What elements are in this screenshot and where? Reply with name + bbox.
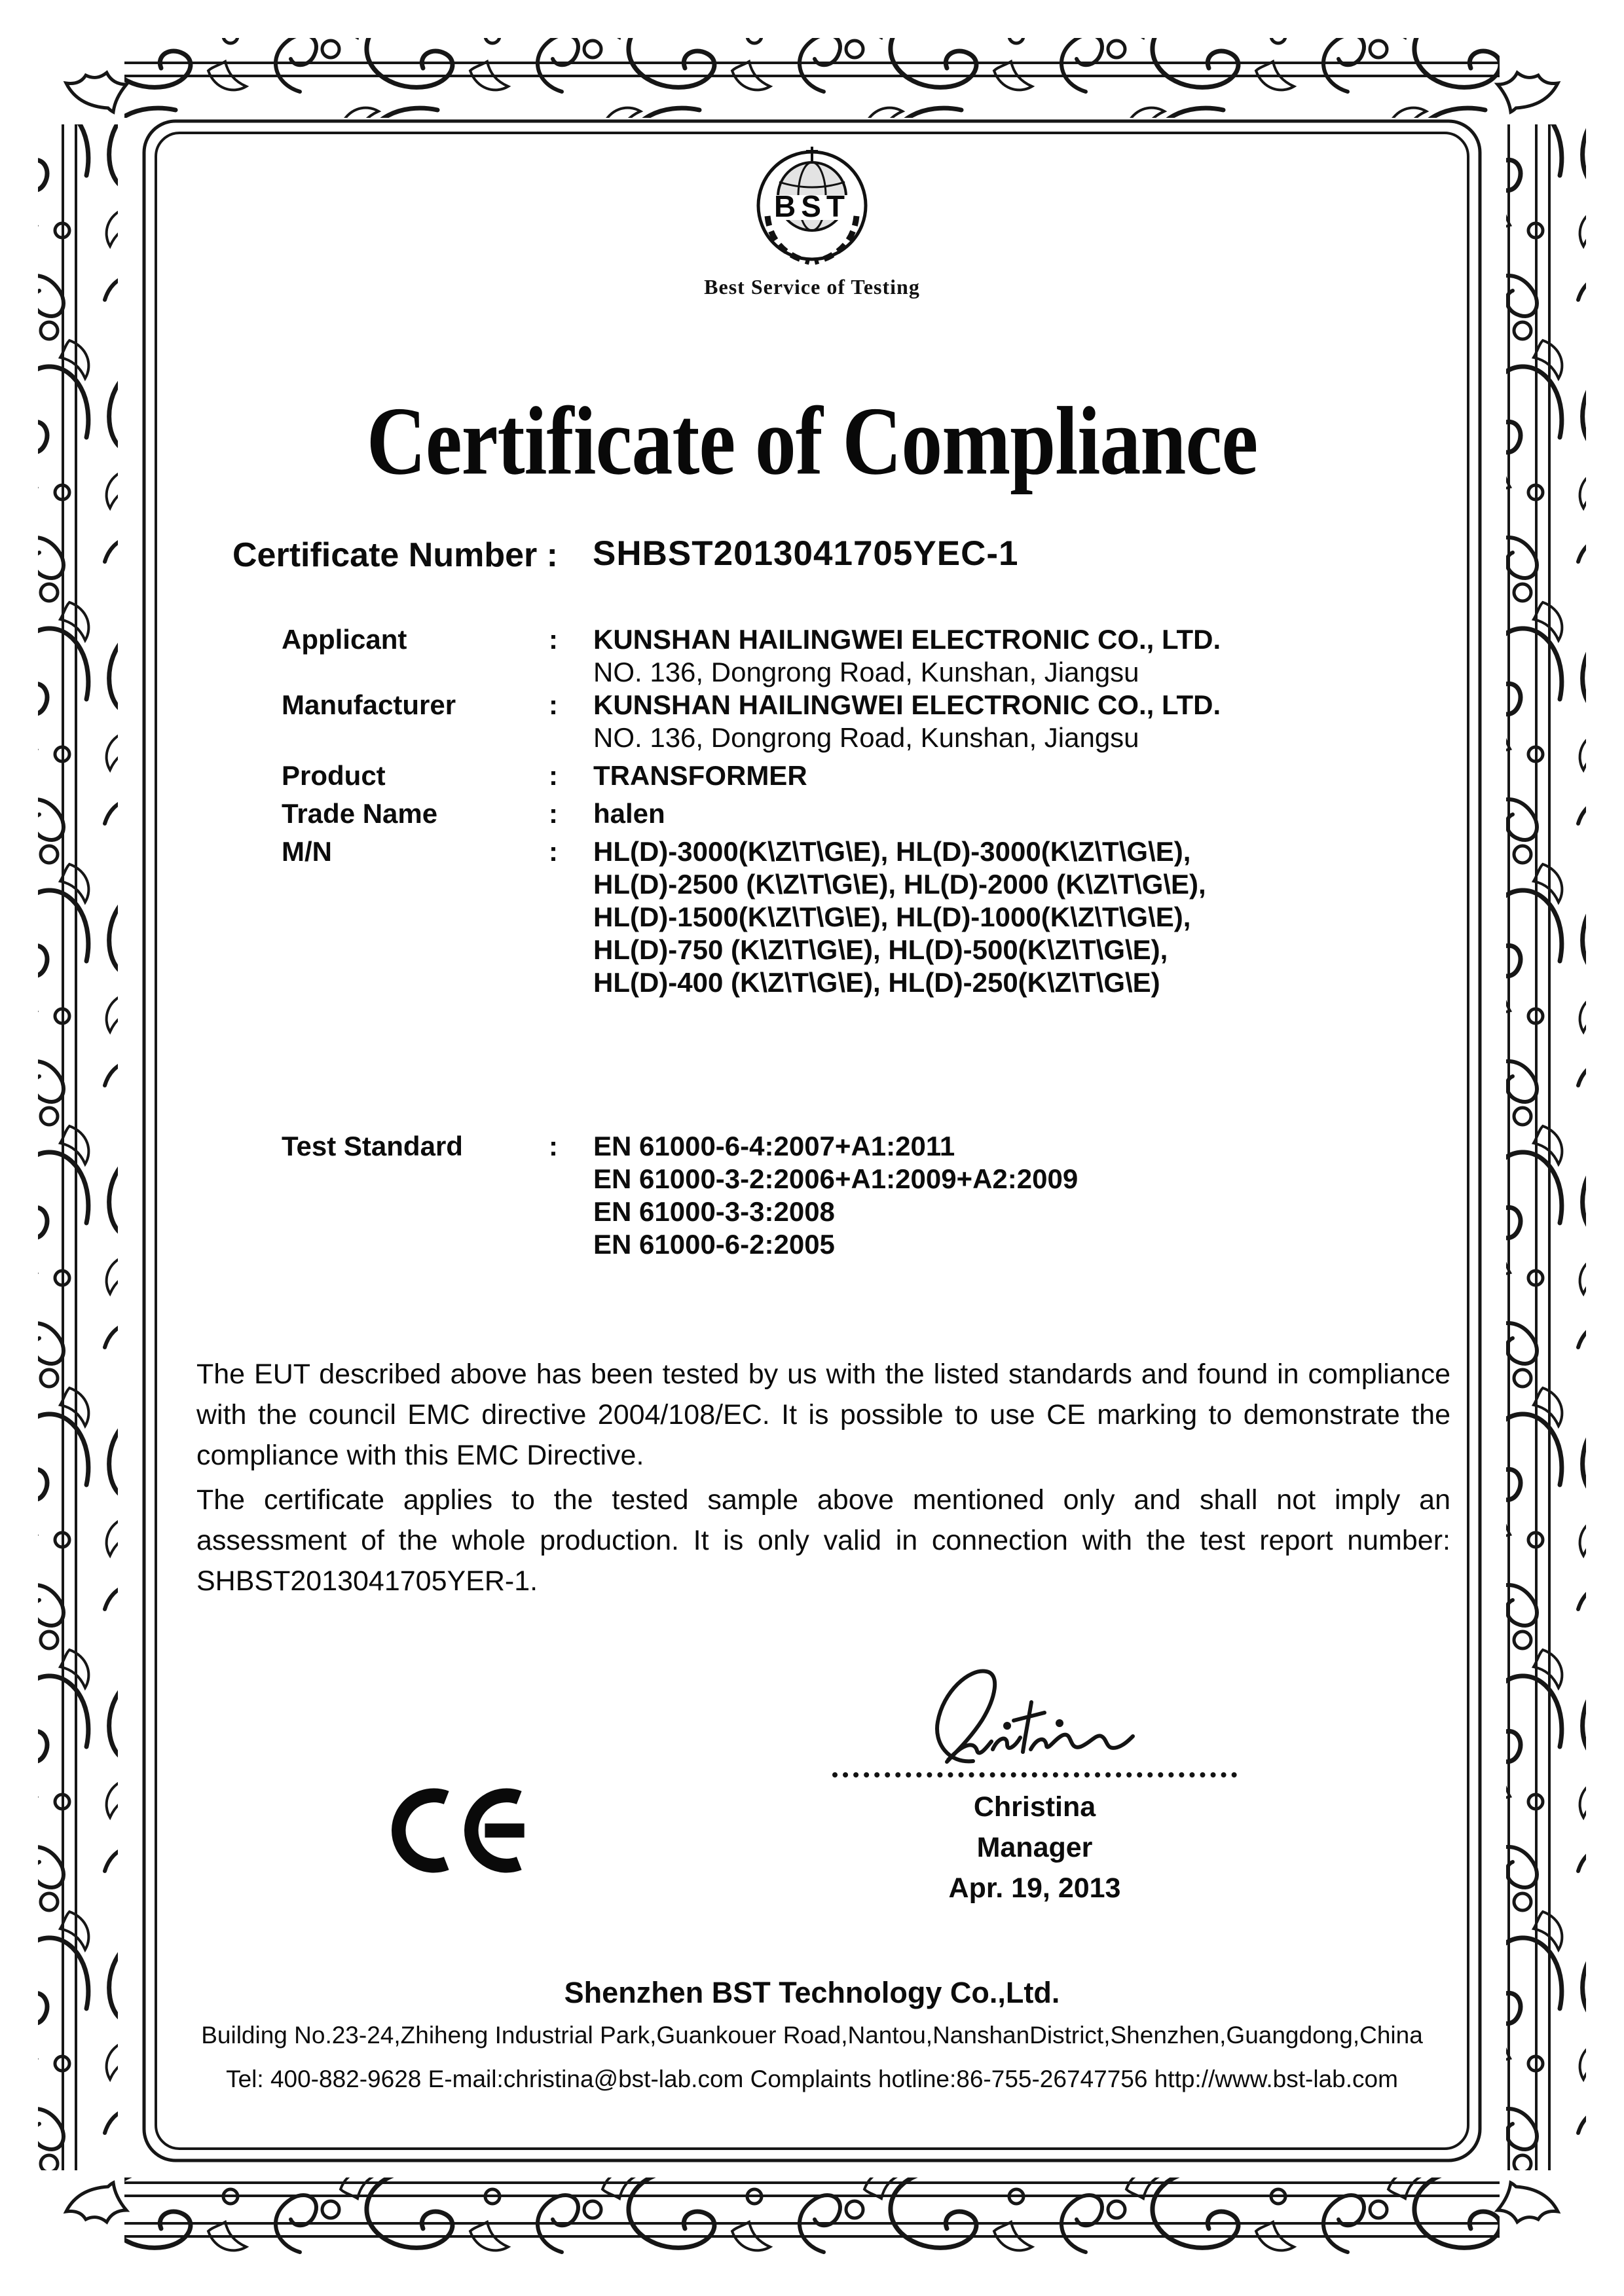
applicant-address: NO. 136, Dongrong Road, Kunshan, Jiangsu	[593, 657, 1139, 687]
body-paragraph-2: The certificate applies to the tested sample above mentioned only and shall not imply an assessment of the whole production. It is only valid in connection with the test report number: SHBST2013041705YER-1.	[196, 1484, 1450, 1597]
model-number-label: M/N	[282, 836, 332, 867]
footer-address: Building No.23-24,Zhiheng Industrial Park,Guankouer Road,Nantou,NanshanDistrict,Shenzhen,Guangdong,China	[201, 2022, 1423, 2049]
signature-date: Apr. 19, 2013	[948, 1872, 1121, 1904]
test-standard-line: EN 61000-3-2:2006+A1:2009+A2:2009	[593, 1163, 1079, 1194]
colon: :	[549, 798, 558, 829]
applicant-value	[593, 623, 1454, 689]
footer-contact: Tel: 400-882-9628 E-mail:christina@bst-lab.com Complaints hotline:86-755-26747756 http://www.bst-lab.com	[226, 2066, 1398, 2092]
logo-tagline: Best Service of Testing	[704, 275, 920, 299]
colon: :	[549, 624, 558, 655]
model-line: HL(D)-400 (K\Z\T\G\E), HL(D)-250(K\Z\T\G\E)	[593, 967, 1160, 998]
colon: :	[549, 689, 558, 720]
model-line: HL(D)-2500 (K\Z\T\G\E), HL(D)-2000 (K\Z\T\G\E),	[593, 869, 1206, 900]
certificate-number-value: SHBST2013041705YEC-1	[593, 534, 1019, 573]
applicant-label: Applicant	[282, 624, 407, 655]
model-line: HL(D)-750 (K\Z\T\G\E), HL(D)-500(K\Z\T\G\E),	[593, 934, 1168, 965]
footer-company: Shenzhen BST Technology Co.,Ltd.	[564, 1976, 1060, 2009]
model-line: HL(D)-1500(K\Z\T\G\E), HL(D)-1000(K\Z\T\G\E),	[593, 902, 1191, 932]
signatory-name: Christina	[973, 1791, 1096, 1823]
signature-image	[897, 1663, 1172, 1771]
model-line: HL(D)-3000(K\Z\T\G\E), HL(D)-3000(K\Z\T\G\E),	[593, 836, 1191, 867]
test-standard-line: EN 61000-6-2:2005	[593, 1229, 835, 1260]
test-standard-label: Test Standard	[282, 1131, 463, 1161]
certificate-number-label: Certificate Number :	[232, 536, 558, 574]
body-text	[196, 1354, 1450, 1605]
manufacturer-label: Manufacturer	[282, 689, 456, 720]
test-standard-value	[593, 1130, 1454, 1261]
product-label: Product	[282, 760, 386, 791]
signature-line	[832, 1772, 1237, 1777]
ce-mark	[367, 1766, 540, 1895]
colon: :	[549, 836, 558, 867]
logo-monogram: BST	[774, 189, 850, 223]
page-title: Certificate of Compliance	[366, 388, 1258, 496]
test-standard-line: EN 61000-3-3:2008	[593, 1196, 835, 1227]
bst-logo	[743, 143, 881, 277]
applicant-name: KUNSHAN HAILINGWEI ELECTRONIC CO., LTD.	[593, 624, 1221, 655]
model-number-value	[593, 835, 1454, 999]
manufacturer-address: NO. 136, Dongrong Road, Kunshan, Jiangsu	[593, 722, 1139, 753]
trade-name-label: Trade Name	[282, 798, 438, 829]
manufacturer-value	[593, 689, 1454, 754]
test-standard-line: EN 61000-6-4:2007+A1:2011	[593, 1131, 955, 1161]
signature-block	[815, 1663, 1254, 1908]
certificate-fields	[282, 623, 1454, 1261]
signatory-title: Manager	[976, 1832, 1093, 1863]
body-paragraph-1: The EUT described above has been tested by us with the listed standards and found in compliance with the council EMC directive 2004/108/EC. It is possible to use CE marking to demonstrate the compliance with this EMC Directive.	[196, 1358, 1450, 1471]
colon: :	[549, 760, 558, 791]
manufacturer-name: KUNSHAN HAILINGWEI ELECTRONIC CO., LTD.	[593, 689, 1221, 720]
product-value: TRANSFORMER	[593, 760, 807, 791]
trade-name-value: halen	[593, 798, 665, 829]
colon: :	[549, 1131, 558, 1161]
